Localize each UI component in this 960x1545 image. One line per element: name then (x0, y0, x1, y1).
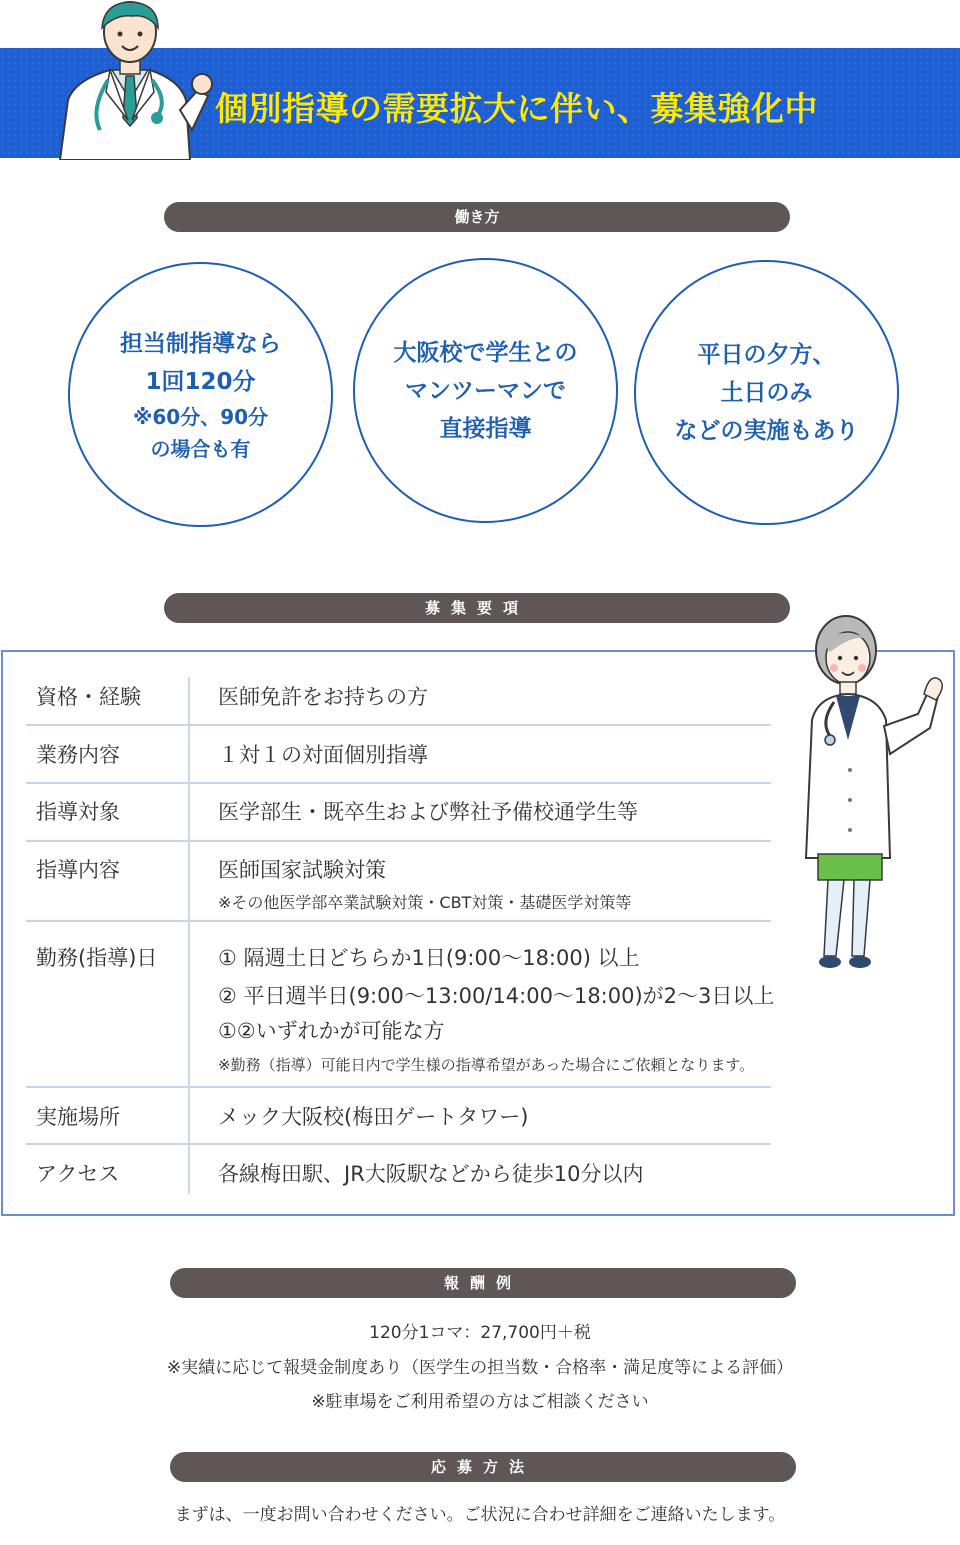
row-label: 指導対象 (36, 800, 120, 824)
circle-text: の場合も有 (150, 436, 251, 461)
banner-title: 個別指導の需要拡大に伴い、募集強化中 (215, 89, 818, 128)
row-value: ① 隔週土日どちらか1日(9:00～18:00) 以上 (218, 946, 640, 970)
circle-text: などの実施もあり (674, 417, 859, 444)
row-value: ①②いずれかが可能な方 (218, 1019, 445, 1043)
row-note: ※勤務（指導）可能日内で学生様の指導希望があった場合にご依頼となります。 (218, 1056, 755, 1074)
doctor-female-icon (790, 610, 950, 980)
row-label: 勤務(指導)日 (36, 946, 158, 970)
row-value: 各線梅田駅、JR大阪駅などから徒歩10分以内 (218, 1162, 644, 1186)
doctor-male-icon (40, 0, 215, 160)
compensation-header: 報酬例 (170, 1268, 796, 1298)
circle-text: 大阪校で学生との (393, 339, 578, 366)
circle-osaka (353, 258, 618, 523)
row-divider (26, 1086, 771, 1088)
row-label: 資格・経験 (36, 685, 141, 709)
row-value: メック大阪校(梅田ゲートタワー) (218, 1105, 529, 1129)
circle-schedule (634, 260, 899, 525)
row-value: １対１の対面個別指導 (218, 743, 428, 767)
circle-text: 1回120分 (145, 368, 256, 395)
circle-text: ※60分、90分 (132, 404, 269, 429)
row-note: ※その他医学部卒業試験対策・CBT対策・基礎医学対策等 (218, 893, 632, 912)
circle-text: 平日の夕方、 (697, 341, 836, 368)
row-label: 実施場所 (36, 1105, 120, 1129)
work-style-header: 働き方 (164, 202, 790, 232)
column-divider (188, 677, 190, 1194)
recruitment-header: 募集要項 (164, 593, 790, 623)
row-divider (26, 920, 771, 922)
circle-assignment (68, 262, 333, 527)
row-divider (26, 1143, 771, 1145)
row-label: 指導内容 (36, 858, 120, 882)
circle-text: マンツーマンで (405, 377, 566, 404)
compensation-line: ※実績に応じて報奨金制度あり（医学生の担当数・合格率・満足度等による評価） (166, 1358, 794, 1378)
row-label: アクセス (36, 1162, 120, 1186)
application-text: まずは、一度お問い合わせください。ご状況に合わせ詳細をご連絡いたします。 (174, 1505, 786, 1525)
row-divider (26, 782, 771, 784)
row-value: ② 平日週半日(9:00～13:00/14:00～18:00)が2～3日以上 (218, 984, 775, 1008)
circle-text: 土日のみ (720, 379, 813, 406)
circle-text: 直接指導 (439, 415, 532, 442)
circle-text: 担当制指導なら (120, 330, 281, 357)
row-value: 医師国家試験対策 (218, 858, 386, 882)
row-divider (26, 840, 771, 842)
compensation-line: 120分1コマ：27,700円＋税 (369, 1323, 591, 1343)
row-divider (26, 724, 771, 726)
row-value: 医学部生・既卒生および弊社予備校通学生等 (218, 800, 638, 824)
row-value: 医師免許をお持ちの方 (218, 685, 428, 709)
application-header: 応募方法 (170, 1452, 796, 1482)
compensation-line: ※駐車場をご利用希望の方はご相談ください (311, 1392, 649, 1412)
row-label: 業務内容 (36, 743, 120, 767)
